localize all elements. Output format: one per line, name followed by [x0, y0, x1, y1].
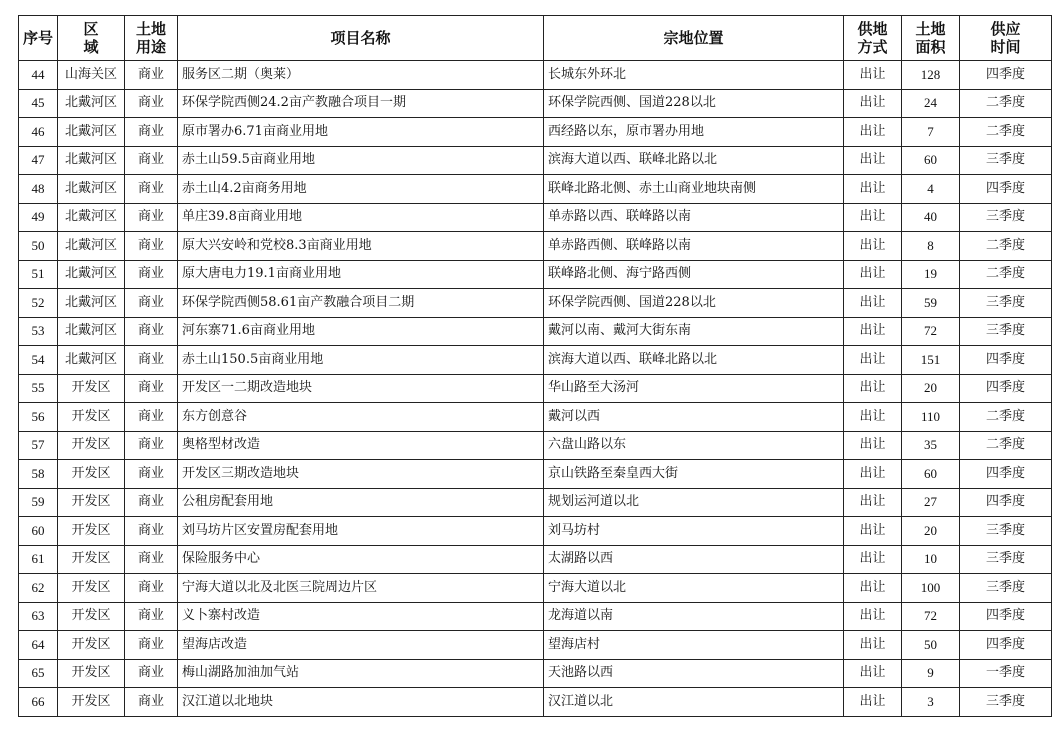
cell-location: 西经路以东，原市署办用地	[544, 118, 844, 147]
cell-supply-time: 三季度	[960, 574, 1052, 603]
cell-project-name: 开发区三期改造地块	[178, 460, 544, 489]
cell-supply-method: 出让	[844, 374, 902, 403]
cell-district: 开发区	[58, 631, 125, 660]
cell-project-name: 赤土山150.5亩商业用地	[178, 346, 544, 375]
cell-land-area: 9	[902, 659, 960, 688]
cell-location: 望海店村	[544, 631, 844, 660]
cell-land-use: 商业	[125, 118, 178, 147]
cell-land-area: 7	[902, 118, 960, 147]
header-district-line-1: 区	[83, 20, 99, 38]
cell-location: 龙海道以南	[544, 602, 844, 631]
cell-supply-method: 出让	[844, 488, 902, 517]
cell-seq: 54	[19, 346, 58, 375]
table-row	[19, 688, 1052, 717]
cell-district: 开发区	[58, 688, 125, 717]
cell-seq: 61	[19, 545, 58, 574]
cell-land-use: 商业	[125, 317, 178, 346]
cell-project-name: 公租房配套用地	[178, 488, 544, 517]
cell-supply-time: 三季度	[960, 146, 1052, 175]
cell-location: 京山铁路至秦皇西大街	[544, 460, 844, 489]
cell-location: 华山路至大汤河	[544, 374, 844, 403]
cell-land-use: 商业	[125, 203, 178, 232]
cell-supply-time: 三季度	[960, 517, 1052, 546]
cell-seq: 45	[19, 89, 58, 118]
cell-seq: 46	[19, 118, 58, 147]
cell-supply-time: 四季度	[960, 488, 1052, 517]
cell-seq: 50	[19, 232, 58, 261]
cell-land-use: 商业	[125, 146, 178, 175]
cell-supply-method: 出让	[844, 203, 902, 232]
cell-seq: 49	[19, 203, 58, 232]
cell-district: 北戴河区	[58, 89, 125, 118]
cell-supply-time: 三季度	[960, 317, 1052, 346]
header-seq	[19, 16, 58, 61]
cell-supply-time: 二季度	[960, 260, 1052, 289]
cell-land-area: 27	[902, 488, 960, 517]
cell-supply-method: 出让	[844, 403, 902, 432]
table-row	[19, 460, 1052, 489]
header-supply-time	[960, 16, 1052, 61]
table-row	[19, 146, 1052, 175]
cell-supply-method: 出让	[844, 545, 902, 574]
cell-supply-time: 四季度	[960, 374, 1052, 403]
cell-seq: 63	[19, 602, 58, 631]
cell-location: 环保学院西侧、国道228以北	[544, 89, 844, 118]
table-row	[19, 289, 1052, 318]
cell-location: 联峰路北侧、海宁路西侧	[544, 260, 844, 289]
table-row	[19, 203, 1052, 232]
cell-land-use: 商业	[125, 688, 178, 717]
cell-district: 北戴河区	[58, 203, 125, 232]
cell-supply-time: 三季度	[960, 688, 1052, 717]
cell-location: 太湖路以西	[544, 545, 844, 574]
table-row	[19, 175, 1052, 204]
cell-district: 开发区	[58, 431, 125, 460]
cell-supply-method: 出让	[844, 289, 902, 318]
cell-location: 单赤路以西、联峰路以南	[544, 203, 844, 232]
cell-seq: 65	[19, 659, 58, 688]
cell-land-use: 商业	[125, 61, 178, 90]
cell-land-use: 商业	[125, 659, 178, 688]
cell-district: 北戴河区	[58, 346, 125, 375]
header-land-use-line-2: 用途	[135, 38, 166, 56]
cell-land-use: 商业	[125, 346, 178, 375]
cell-project-name: 环保学院西侧58.61亩产教融合项目二期	[178, 289, 544, 318]
cell-supply-method: 出让	[844, 175, 902, 204]
cell-supply-method: 出让	[844, 631, 902, 660]
cell-land-use: 商业	[125, 374, 178, 403]
header-project-name	[178, 16, 544, 61]
cell-location: 规划运河道以北	[544, 488, 844, 517]
cell-supply-time: 四季度	[960, 631, 1052, 660]
cell-district: 山海关区	[58, 61, 125, 90]
cell-land-use: 商业	[125, 460, 178, 489]
cell-seq: 47	[19, 146, 58, 175]
header-district	[58, 16, 125, 61]
cell-project-name: 汉江道以北地块	[178, 688, 544, 717]
cell-district: 北戴河区	[58, 260, 125, 289]
cell-land-use: 商业	[125, 631, 178, 660]
cell-supply-time: 二季度	[960, 118, 1052, 147]
cell-seq: 64	[19, 631, 58, 660]
cell-district: 开发区	[58, 602, 125, 631]
cell-district: 开发区	[58, 659, 125, 688]
cell-district: 开发区	[58, 403, 125, 432]
header-supply-method-line-1: 供地	[857, 20, 888, 38]
cell-land-use: 商业	[125, 545, 178, 574]
cell-location: 环保学院西侧、国道228以北	[544, 289, 844, 318]
cell-project-name: 服务区二期（奥莱）	[178, 61, 544, 90]
cell-location: 戴河以西	[544, 403, 844, 432]
cell-seq: 60	[19, 517, 58, 546]
cell-seq: 51	[19, 260, 58, 289]
cell-supply-method: 出让	[844, 118, 902, 147]
header-supply-time-line-1: 供应	[990, 20, 1021, 38]
cell-location: 宁海大道以北	[544, 574, 844, 603]
cell-land-area: 72	[902, 602, 960, 631]
cell-project-name: 单庄39.8亩商业用地	[178, 203, 544, 232]
cell-seq: 66	[19, 688, 58, 717]
cell-supply-time: 一季度	[960, 659, 1052, 688]
cell-location: 联峰北路北侧、赤土山商业地块南侧	[544, 175, 844, 204]
header-seq-line-1: 序号	[22, 29, 53, 47]
header-supply-time-line-2: 时间	[990, 38, 1021, 56]
cell-district: 开发区	[58, 460, 125, 489]
cell-district: 北戴河区	[58, 118, 125, 147]
cell-land-use: 商业	[125, 431, 178, 460]
cell-seq: 44	[19, 61, 58, 90]
cell-seq: 53	[19, 317, 58, 346]
cell-supply-method: 出让	[844, 346, 902, 375]
cell-land-area: 24	[902, 89, 960, 118]
cell-supply-time: 二季度	[960, 232, 1052, 261]
cell-supply-method: 出让	[844, 317, 902, 346]
cell-supply-method: 出让	[844, 61, 902, 90]
cell-seq: 57	[19, 431, 58, 460]
cell-land-area: 19	[902, 260, 960, 289]
table-row	[19, 602, 1052, 631]
cell-land-use: 商业	[125, 574, 178, 603]
table-row	[19, 260, 1052, 289]
cell-supply-method: 出让	[844, 688, 902, 717]
header-land-area-line-1: 土地	[915, 20, 946, 38]
cell-land-use: 商业	[125, 488, 178, 517]
cell-land-area: 60	[902, 460, 960, 489]
cell-project-name: 原大唐电力19.1亩商业用地	[178, 260, 544, 289]
cell-supply-method: 出让	[844, 574, 902, 603]
header-row	[19, 16, 1052, 61]
cell-project-name: 东方创意谷	[178, 403, 544, 432]
cell-supply-time: 二季度	[960, 431, 1052, 460]
cell-land-use: 商业	[125, 260, 178, 289]
cell-seq: 62	[19, 574, 58, 603]
cell-seq: 55	[19, 374, 58, 403]
table-row	[19, 232, 1052, 261]
cell-location: 戴河以南、戴河大街东南	[544, 317, 844, 346]
cell-supply-time: 四季度	[960, 175, 1052, 204]
header-location	[544, 16, 844, 61]
cell-project-name: 环保学院西侧24.2亩产教融合项目一期	[178, 89, 544, 118]
cell-project-name: 望海店改造	[178, 631, 544, 660]
table-row	[19, 488, 1052, 517]
cell-supply-method: 出让	[844, 460, 902, 489]
cell-land-area: 110	[902, 403, 960, 432]
cell-land-area: 151	[902, 346, 960, 375]
cell-supply-time: 二季度	[960, 403, 1052, 432]
land-supply-table	[18, 15, 1052, 717]
cell-project-name: 原市署办6.71亩商业用地	[178, 118, 544, 147]
header-supply-method-line-2: 方式	[857, 38, 888, 56]
cell-supply-method: 出让	[844, 232, 902, 261]
cell-land-area: 3	[902, 688, 960, 717]
cell-land-area: 8	[902, 232, 960, 261]
cell-location: 天池路以西	[544, 659, 844, 688]
header-district-line-2: 域	[83, 38, 99, 56]
cell-land-area: 35	[902, 431, 960, 460]
header-land-area-line-2: 面积	[915, 38, 946, 56]
table-row	[19, 317, 1052, 346]
cell-project-name: 宁海大道以北及北医三院周边片区	[178, 574, 544, 603]
table-row	[19, 61, 1052, 90]
cell-land-area: 50	[902, 631, 960, 660]
cell-supply-method: 出让	[844, 260, 902, 289]
cell-supply-time: 三季度	[960, 545, 1052, 574]
cell-land-use: 商业	[125, 232, 178, 261]
cell-project-name: 奥格型材改造	[178, 431, 544, 460]
cell-district: 北戴河区	[58, 232, 125, 261]
cell-supply-time: 四季度	[960, 346, 1052, 375]
cell-supply-time: 二季度	[960, 89, 1052, 118]
cell-land-area: 20	[902, 517, 960, 546]
cell-land-use: 商业	[125, 602, 178, 631]
cell-project-name: 开发区一二期改造地块	[178, 374, 544, 403]
cell-location: 刘马坊村	[544, 517, 844, 546]
header-land-use	[125, 16, 178, 61]
table-row	[19, 631, 1052, 660]
table-body	[19, 61, 1052, 717]
table-row	[19, 574, 1052, 603]
cell-supply-time: 三季度	[960, 289, 1052, 318]
cell-supply-method: 出让	[844, 602, 902, 631]
table-row	[19, 89, 1052, 118]
cell-supply-method: 出让	[844, 517, 902, 546]
table-row	[19, 403, 1052, 432]
cell-district: 北戴河区	[58, 289, 125, 318]
cell-land-area: 72	[902, 317, 960, 346]
cell-project-name: 赤土山4.2亩商务用地	[178, 175, 544, 204]
cell-supply-method: 出让	[844, 659, 902, 688]
header-supply-method	[844, 16, 902, 61]
cell-land-use: 商业	[125, 289, 178, 318]
cell-land-use: 商业	[125, 175, 178, 204]
cell-land-area: 4	[902, 175, 960, 204]
cell-land-area: 100	[902, 574, 960, 603]
cell-district: 开发区	[58, 574, 125, 603]
cell-supply-method: 出让	[844, 89, 902, 118]
cell-land-use: 商业	[125, 89, 178, 118]
header-land-area	[902, 16, 960, 61]
cell-land-area: 59	[902, 289, 960, 318]
cell-land-area: 20	[902, 374, 960, 403]
cell-project-name: 义卜寨村改造	[178, 602, 544, 631]
cell-project-name: 刘马坊片区安置房配套用地	[178, 517, 544, 546]
cell-district: 开发区	[58, 374, 125, 403]
header-land-use-line-1: 土地	[135, 20, 166, 38]
cell-district: 开发区	[58, 517, 125, 546]
table-header	[19, 16, 1052, 61]
cell-land-area: 40	[902, 203, 960, 232]
cell-project-name: 原大兴安岭和党校8.3亩商业用地	[178, 232, 544, 261]
cell-project-name: 河东寨71.6亩商业用地	[178, 317, 544, 346]
cell-land-area: 128	[902, 61, 960, 90]
cell-project-name: 保险服务中心	[178, 545, 544, 574]
cell-district: 北戴河区	[58, 175, 125, 204]
table-row	[19, 346, 1052, 375]
cell-location: 汉江道以北	[544, 688, 844, 717]
cell-supply-time: 三季度	[960, 203, 1052, 232]
cell-land-use: 商业	[125, 403, 178, 432]
header-project-name-line-1: 项目名称	[330, 29, 391, 47]
cell-land-area: 60	[902, 146, 960, 175]
cell-land-area: 10	[902, 545, 960, 574]
cell-seq: 48	[19, 175, 58, 204]
cell-supply-time: 四季度	[960, 61, 1052, 90]
cell-location: 单赤路西侧、联峰路以南	[544, 232, 844, 261]
cell-location: 滨海大道以西、联峰北路以北	[544, 346, 844, 375]
table-row	[19, 545, 1052, 574]
cell-supply-method: 出让	[844, 146, 902, 175]
cell-location: 六盘山路以东	[544, 431, 844, 460]
cell-location: 滨海大道以西、联峰北路以北	[544, 146, 844, 175]
table-row	[19, 431, 1052, 460]
cell-district: 北戴河区	[58, 146, 125, 175]
cell-location: 长城东外环北	[544, 61, 844, 90]
header-location-line-1: 宗地位置	[663, 29, 724, 47]
cell-district: 开发区	[58, 488, 125, 517]
table-row	[19, 517, 1052, 546]
table-row	[19, 118, 1052, 147]
cell-supply-time: 四季度	[960, 460, 1052, 489]
cell-supply-method: 出让	[844, 431, 902, 460]
cell-land-use: 商业	[125, 517, 178, 546]
table-row	[19, 659, 1052, 688]
cell-seq: 59	[19, 488, 58, 517]
cell-seq: 58	[19, 460, 58, 489]
cell-seq: 52	[19, 289, 58, 318]
cell-seq: 56	[19, 403, 58, 432]
table-row	[19, 374, 1052, 403]
cell-project-name: 赤土山59.5亩商业用地	[178, 146, 544, 175]
cell-project-name: 梅山湖路加油加气站	[178, 659, 544, 688]
cell-supply-time: 四季度	[960, 602, 1052, 631]
cell-district: 开发区	[58, 545, 125, 574]
cell-district: 北戴河区	[58, 317, 125, 346]
